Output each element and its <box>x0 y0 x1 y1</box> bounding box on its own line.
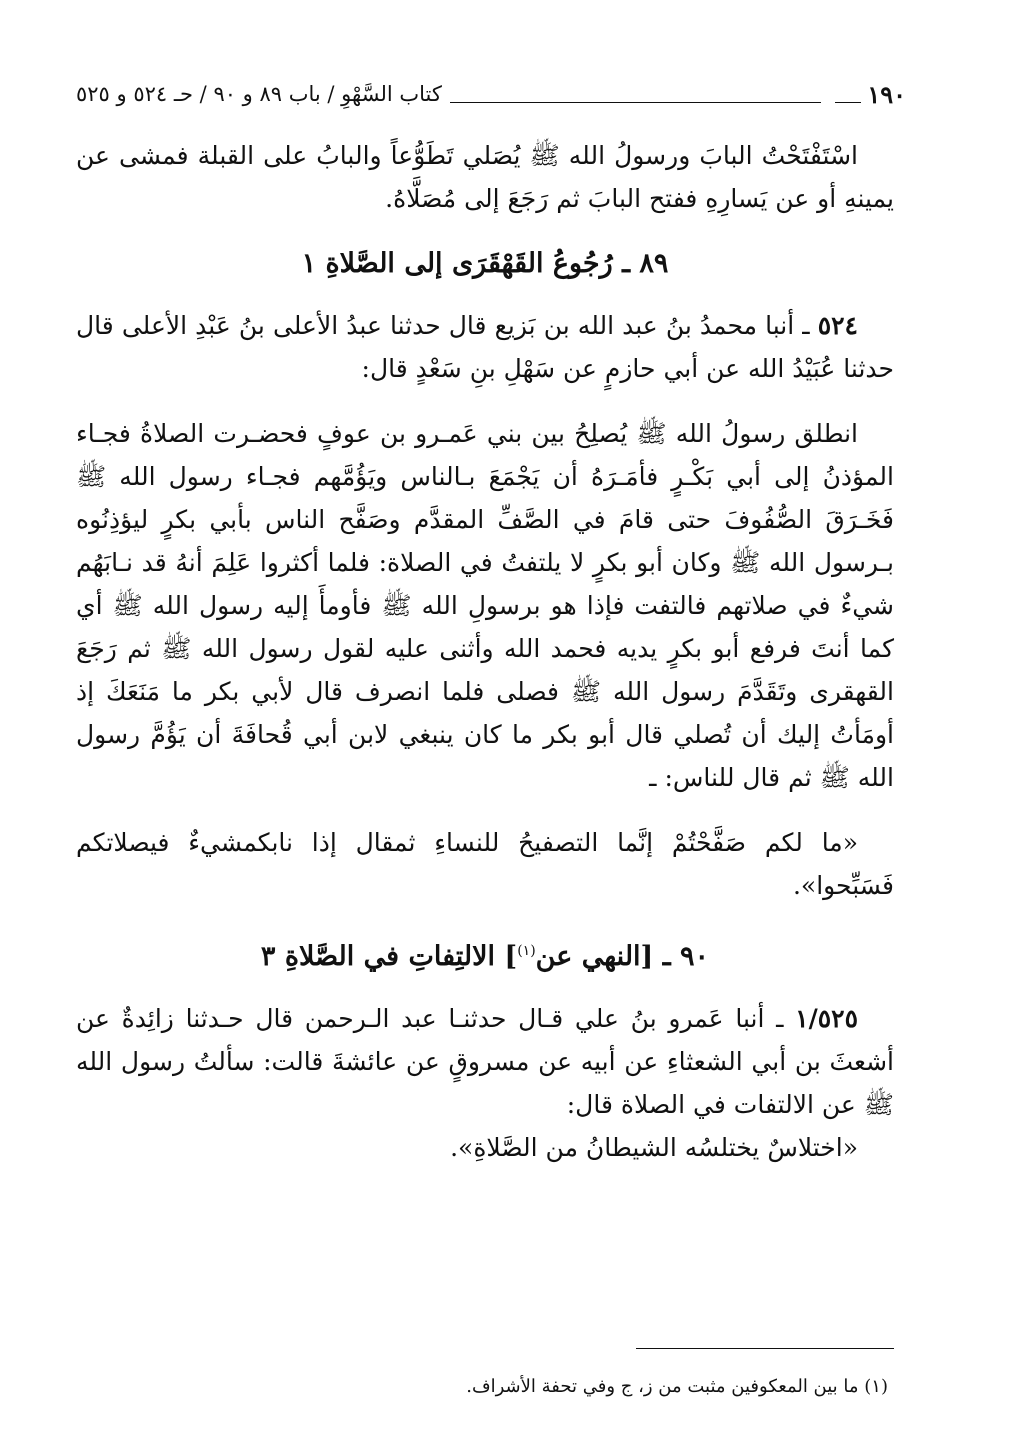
section-90-title-start: ٩٠ ـ [النهي عن <box>535 941 710 972</box>
hadith-524-quote: «ما لكم صَفَّحْتُمْ إنَّما التصفيحُ للنساءِ ثمقال إذا نابكمشيءٌ فيصلاتكم فَسَبِّحوا». <box>76 828 894 900</box>
section-89-title: ٨٩ ـ رُجُوعُ القَهْقَرَى إلى الصَّلاةِ ١ <box>301 248 669 279</box>
hadith-525-isnad <box>76 997 894 1126</box>
section-90-title <box>76 929 894 979</box>
page-body <box>76 134 894 1169</box>
intro-paragraph: اسْتَفْتَحْتُ البابَ ورسولُ الله ﷺ يُصَلي تَطَوُّعاً والبابُ على القبلة فمشى عن يمينهِ أو عن يَسارِهِ ففتح البابَ ثم رَجَعَ إلى مُصَلَّاهُ. <box>76 141 894 213</box>
header-rule-long <box>450 102 821 103</box>
section-90-title-end: ] الالتِفاتِ في الصَّلاةِ ٣ <box>260 941 518 972</box>
hadith-524-number: ٥٢٤ <box>817 311 858 340</box>
running-head: كتاب السَّهْوِ / باب ٨٩ و ٩٠ / حـ ٥٢٤ و ٥٢٥ <box>76 82 442 106</box>
page-number: ١٩٠ <box>867 79 906 109</box>
hadith-524-isnad-text: ـ أنبا محمدُ بنُ عبد الله بن بَزيع قال حدثنا عبدُ الأعلى بنُ عَبْدِ الأعلى قال حدثنا عُبَيْدُ الله عن أبي حازمٍ عن سَهْلِ بنِ سَعْدٍ قال: <box>76 311 894 383</box>
footnote-divider <box>636 1348 894 1349</box>
hadith-524-isnad <box>76 304 894 390</box>
header-rule-short <box>835 102 861 103</box>
hadith-525-isnad-text: ـ أنبا عَمرو بنُ علي قـال حدثنـا عبد الـرحمن قال حـدثنا زائِدةٌ عن أشعثَ بن أبي الشعثاءِ عن أبيه عن مسروقٍ عن عائشةَ قالت: سألتُ رسول الله ﷺ عن الالتفات في الصلاة قال: <box>76 1004 894 1119</box>
hadith-525-quote: «اختلاسٌ يختلسُه الشيطانُ من الصَّلاةِ». <box>450 1133 858 1162</box>
page-header <box>76 76 906 112</box>
footnote: (١) ما بين المعكوفين مثبت من ز، ج وفي تحفة الأشراف. <box>466 1376 888 1397</box>
hadith-525-number: ١/٥٢٥ <box>795 1004 858 1033</box>
hadith-524-matn: انطلق رسولُ الله ﷺ يُصلِحُ بين بني عَمـرو بن عوفٍ فحضـرت الصلاةُ فجـاء المؤذنُ إلى أبي بَكْـرٍ فأمَـرَهُ أن يَجْمَعَ بـالناس ويَؤُمَّهم فجـاء رسول الله ﷺ فَخَـرَقَ الصُّفُوفَ حتى قامَ في الصَّفِّ المقدَّم وصَفَّح الناس بأبي بكرٍ ليؤذِنُوه بـرسول الله ﷺ وكان أبو بكرٍ لا يلتفتُ في الصلاة: فلما أكثروا عَلِمَ أنهُ قد نـابَهُم شيءٌ في صلاتهم فالتفت فإذا هو برسولِ الله ﷺ فأومأَ إليه رسول الله ﷺ أي كما أنتَ فرفع أبو بكرٍ يديه فحمد الله وأثنى عليه لقول رسول الله ﷺ ثم رَجَعَ القهقرى وتَقَدَّمَ رسول الله ﷺ فصلى فلما انصرف قال لأبي بكر ما مَنَعَكَ إذ أومَأتُ إليك أن تُصلي قال أبو بكر ما كان ينبغي لابن أبي قُحافَةَ أن يَؤُمَّ رسول الله ﷺ ثم قال للناس: ـ <box>76 419 894 792</box>
footnote-ref: (١) <box>517 943 536 959</box>
